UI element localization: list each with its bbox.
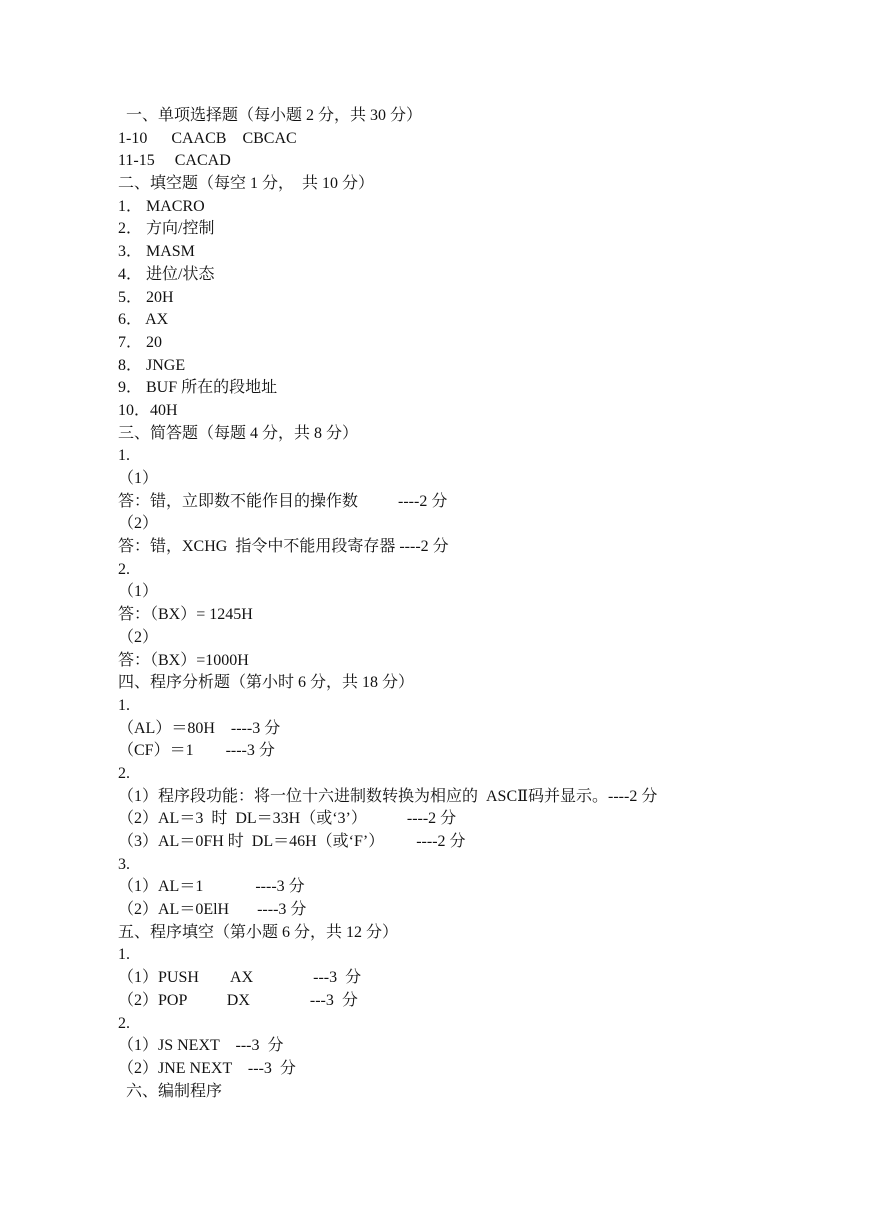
- answer-line: （2）POP DX ---3 分: [118, 991, 358, 1009]
- question-number: 2.: [118, 560, 130, 578]
- answer-line: 3． MASM: [118, 243, 195, 261]
- answer-line: （2）AL＝0ElH ----3 分: [118, 901, 307, 919]
- sub-question-number: （1）: [118, 583, 159, 601]
- question-number: 1.: [118, 946, 130, 964]
- answer-line: 1． MACRO: [118, 197, 205, 215]
- answer-line: 9． BUF 所在的段地址: [118, 379, 278, 397]
- answer-line: 1-10 CAACB CBCAC: [118, 129, 297, 147]
- section-heading-6: 六、编制程序: [118, 1082, 223, 1100]
- answer-line: （2）JNE NEXT ---3 分: [118, 1059, 296, 1077]
- answer-line: 8． JNGE: [118, 356, 186, 374]
- answer-line: 答：（BX）= 1245H: [118, 606, 253, 624]
- sub-question-number: （2）: [118, 515, 159, 533]
- answer-line: （1）PUSH AX ---3 分: [118, 969, 362, 987]
- answer-key-content: [118, 105, 838, 1103]
- section-heading-2: 二、填空题（每空 1 分， 共 10 分）: [118, 175, 375, 193]
- answer-line: （1）AL＝1 ----3 分: [118, 878, 305, 896]
- question-number: 1.: [118, 447, 130, 465]
- answer-line: 6． AX: [118, 311, 169, 329]
- answer-line: 2． 方向/控制: [118, 220, 215, 238]
- answer-line: 答：（BX）=1000H: [118, 651, 249, 669]
- section-heading-5: 五、程序填空（第小题 6 分，共 12 分）: [118, 923, 399, 941]
- answer-line: 11-15 CACAD: [118, 152, 231, 170]
- answer-line: 答：错，XCHG 指令中不能用段寄存器 ----2 分: [118, 538, 449, 556]
- answer-line: （1）JS NEXT ---3 分: [118, 1037, 284, 1055]
- question-number: 3.: [118, 855, 130, 873]
- section-heading-3: 三、简答题（每题 4 分，共 8 分）: [118, 424, 359, 442]
- answer-line: （CF）＝1 ----3 分: [118, 742, 275, 760]
- answer-line: 5． 20H: [118, 288, 174, 306]
- answer-line: （1）程序段功能：将一位十六进制数转换为相应的 ASCⅡ码并显示。----2 分: [118, 787, 658, 805]
- question-number: 2.: [118, 764, 130, 782]
- answer-line: 4． 进位/状态: [118, 265, 215, 283]
- sub-question-number: （2）: [118, 628, 159, 646]
- answer-line: 10．40H: [118, 401, 178, 419]
- sub-question-number: （1）: [118, 470, 159, 487]
- answer-line: 7． 20: [118, 333, 163, 351]
- question-number: 2.: [118, 1014, 130, 1032]
- section-heading-1: 一、单项选择题（每小题 2 分，共 30 分）: [118, 107, 423, 124]
- answer-line: （3）AL＝0FH 时 DL＝46H（或‘F’） ----2 分: [118, 833, 466, 850]
- question-number: 1.: [118, 696, 130, 714]
- answer-line: 答：错，立即数不能作目的操作数 ----2 分: [118, 492, 448, 510]
- section-heading-4: 四、程序分析题（第小时 6 分，共 18 分）: [118, 674, 415, 692]
- answer-line: （AL）＝80H ----3 分: [118, 719, 281, 737]
- answer-line: （2）AL＝3 时 DL＝33H（或‘3’） ----2 分: [118, 810, 457, 828]
